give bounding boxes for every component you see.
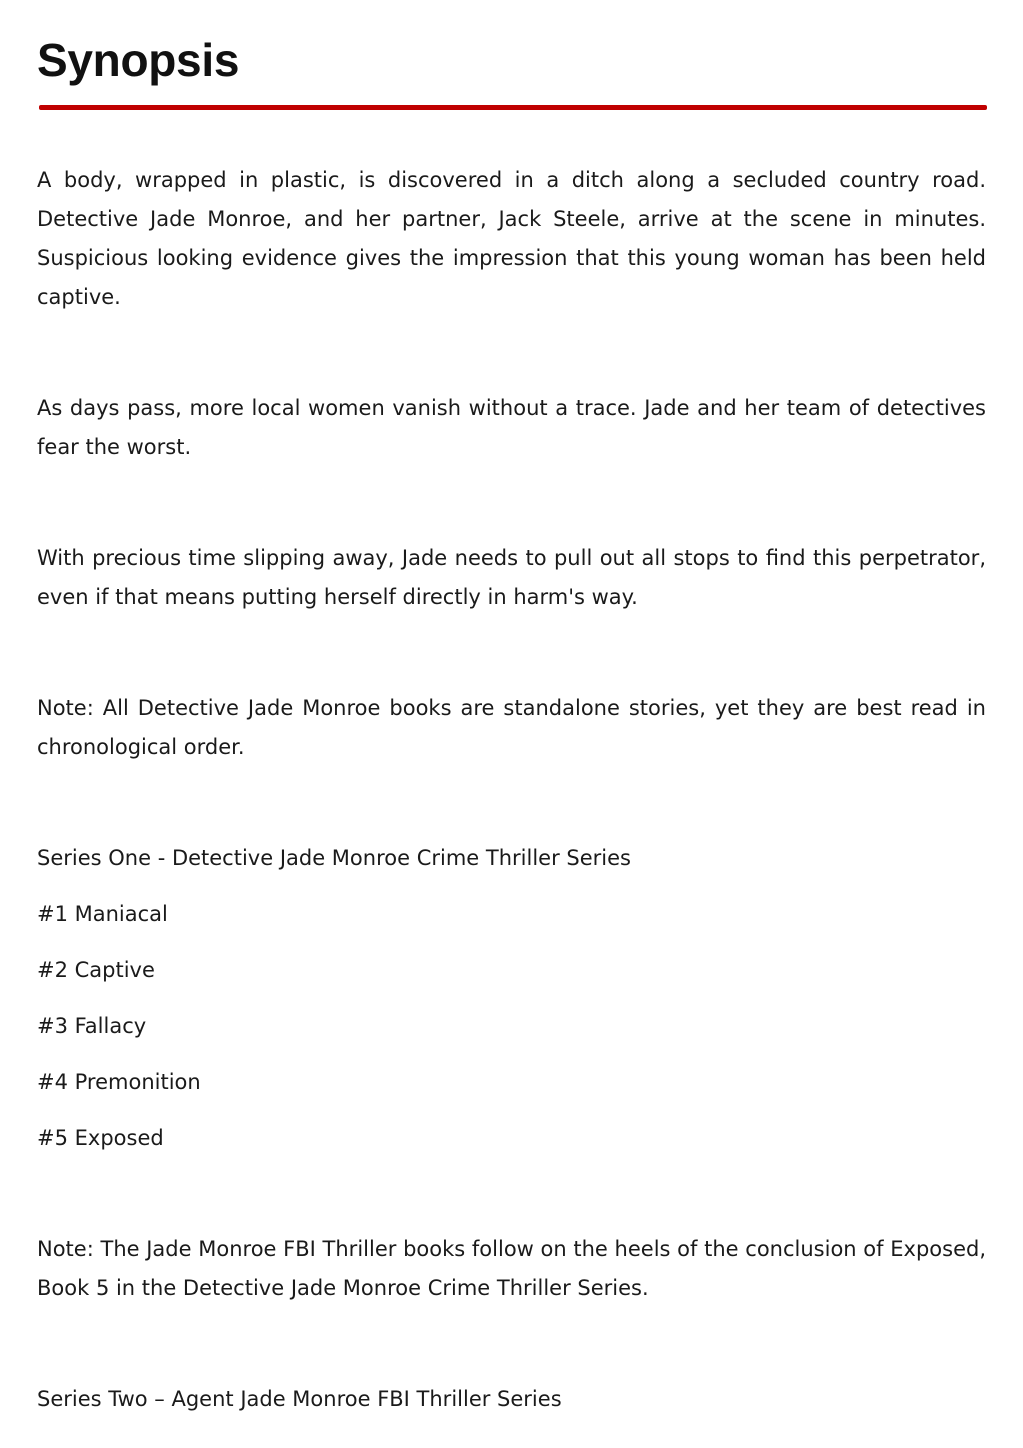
series-one-heading: Series One - Detective Jade Monroe Crime Thriller Series	[37, 846, 631, 870]
book-list-item	[37, 895, 986, 934]
book-title: #3 Fallacy	[37, 1014, 147, 1038]
title-underline-rule	[39, 105, 987, 110]
series-one-section	[37, 839, 986, 878]
book-list-item	[37, 951, 986, 990]
series-note-paragraph	[37, 689, 986, 767]
paragraph-text: Note: All Detective Jade Monroe books are standalone stories, yet they are best read in chronological order.	[37, 696, 986, 759]
paragraph-text: As days pass, more local women vanish without a trace. Jade and her team of detectives fear the worst.	[37, 396, 986, 459]
book-list-item	[37, 1007, 986, 1046]
fbi-note-paragraph	[37, 1230, 986, 1308]
book-list-item	[37, 1119, 986, 1158]
book-title: #2 Captive	[37, 958, 155, 982]
book-list-item	[37, 1063, 986, 1102]
series-two-section	[37, 1380, 986, 1419]
synopsis-paragraph-3	[37, 539, 986, 617]
paragraph-text: A body, wrapped in plastic, is discovered in a ditch along a secluded country road. Detective Jade Monroe, and her partner, Jack Steele, arrive at the scene in minutes. Suspicious looking evidence gives the impression that this young woman has been held captive.	[37, 168, 986, 309]
synopsis-paragraph-2	[37, 389, 986, 467]
book-title: #4 Premonition	[37, 1070, 201, 1094]
synopsis-paragraph-1	[37, 161, 986, 317]
book-title: #1 Maniacal	[37, 902, 168, 926]
book-title: #5 Exposed	[37, 1126, 164, 1150]
page-title: Synopsis	[37, 34, 240, 86]
paragraph-text: With precious time slipping away, Jade needs to pull out all stops to find this perpetrator, even if that means putting herself directly in harm's way.	[37, 546, 986, 609]
paragraph-text: Note: The Jade Monroe FBI Thriller books follow on the heels of the conclusion of Exposed, Book 5 in the Detective Jade Monroe Crime Thriller Series.	[37, 1237, 986, 1300]
series-two-heading: Series Two – Agent Jade Monroe FBI Thriller Series	[37, 1387, 562, 1411]
